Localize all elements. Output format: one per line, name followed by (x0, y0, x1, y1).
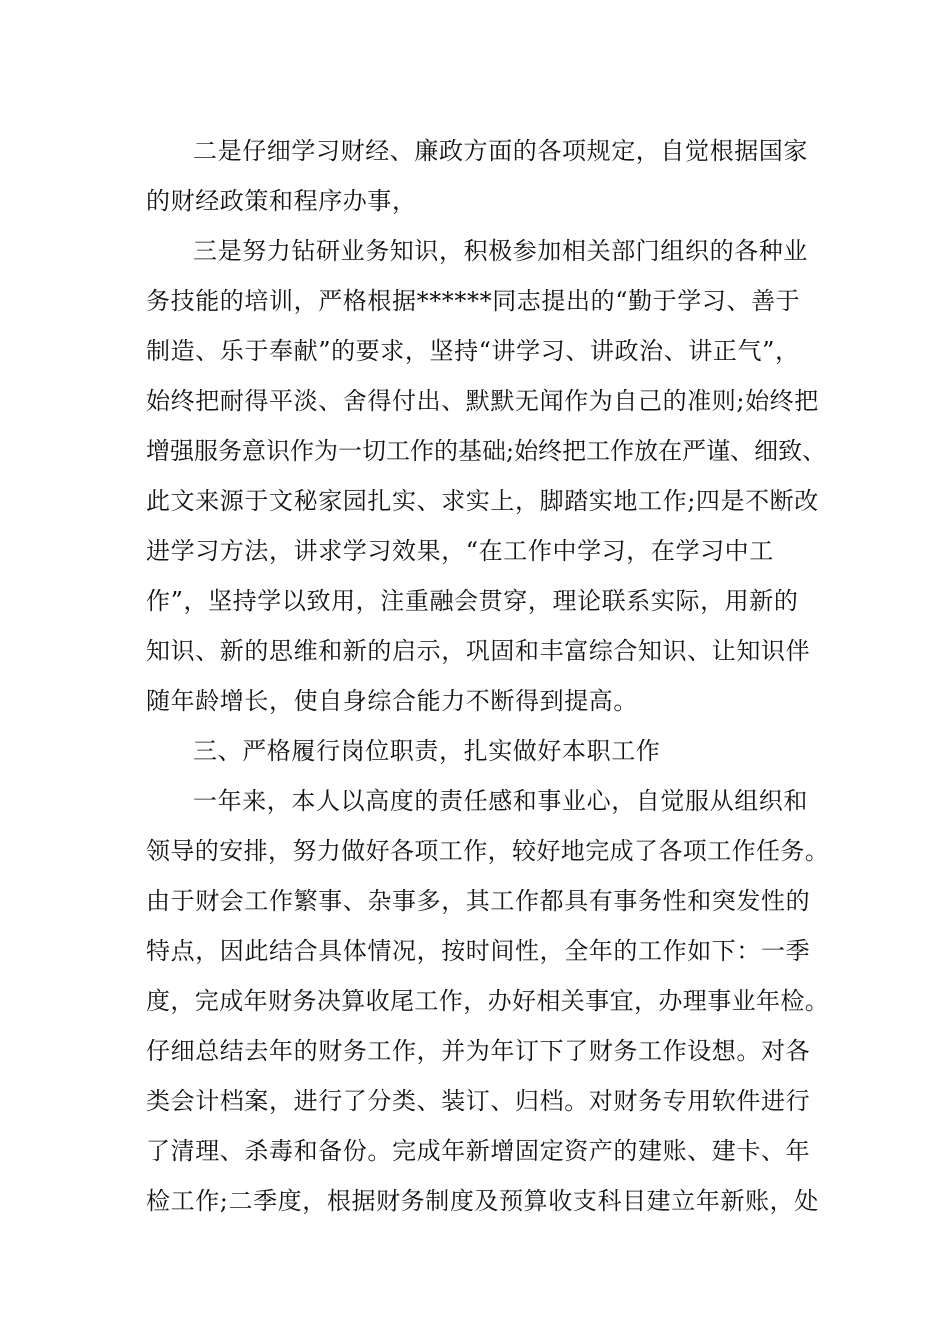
paragraph-line: 一年来，本人以高度的责任感和事业心，自觉服从组织和 (193, 787, 808, 815)
paragraph-line: 始终把耐得平淡、舍得付出、默默无闻作为自己的准则;始终把 (146, 387, 819, 415)
paragraph-line: 领导的安排，努力做好各项工作，较好地完成了各项工作任务。 (146, 837, 830, 865)
paragraph-line: 特点，因此结合具体情况，按时间性，全年的工作如下：一季 (146, 937, 811, 965)
paragraph-line: 二是仔细学习财经、廉政方面的各项规定，自觉根据国家 (193, 137, 808, 165)
paragraph-line: 知识、新的思维和新的启示，巩固和丰富综合知识、让知识伴 (146, 637, 811, 665)
section-heading: 三、严格履行岗位职责，扎实做好本职工作 (193, 737, 661, 765)
paragraph-line: 务技能的培训，严格根据******同志提出的“勤于学习、善于 (146, 287, 801, 315)
paragraph-line: 三是努力钻研业务知识，积极参加相关部门组织的各种业 (193, 237, 808, 265)
paragraph-line: 的财经政策和程序办事， (146, 187, 417, 215)
paragraph-line: 了清理、杀毒和备份。完成年新增固定资产的建账、建卡、年 (146, 1137, 811, 1165)
paragraph-line: 类会计档案，进行了分类、装订、归档。对财务专用软件进行 (146, 1087, 811, 1115)
paragraph-line: 作”，坚持学以致用，注重融会贯穿，理论联系实际，用新的 (146, 587, 799, 615)
paragraph-line: 度，完成年财务决算收尾工作，办好相关事宜，办理事业年检。 (146, 987, 830, 1015)
paragraph-line: 进学习方法，讲求学习效果，“在工作中学习，在学习中工 (146, 537, 774, 565)
paragraph-line: 制造、乐于奉献”的要求，坚持“讲学习、讲政治、讲正气”， (146, 337, 800, 365)
paragraph-line: 此文来源于文秘家园扎实、求实上，脚踏实地工作;四是不断改 (146, 487, 819, 515)
paragraph-line: 增强服务意识作为一切工作的基础;始终把工作放在严谨、细致、 (146, 437, 827, 465)
paragraph-line: 随年龄增长，使自身综合能力不断得到提高。 (146, 687, 638, 715)
paragraph-line: 仔细总结去年的财务工作，并为年订下了财务工作设想。对各 (146, 1037, 811, 1065)
paragraph-line: 由于财会工作繁事、杂事多，其工作都具有事务性和突发性的 (146, 887, 811, 915)
paragraph-line: 检工作;二季度，根据财务制度及预算收支科目建立年新账，处 (146, 1187, 819, 1215)
